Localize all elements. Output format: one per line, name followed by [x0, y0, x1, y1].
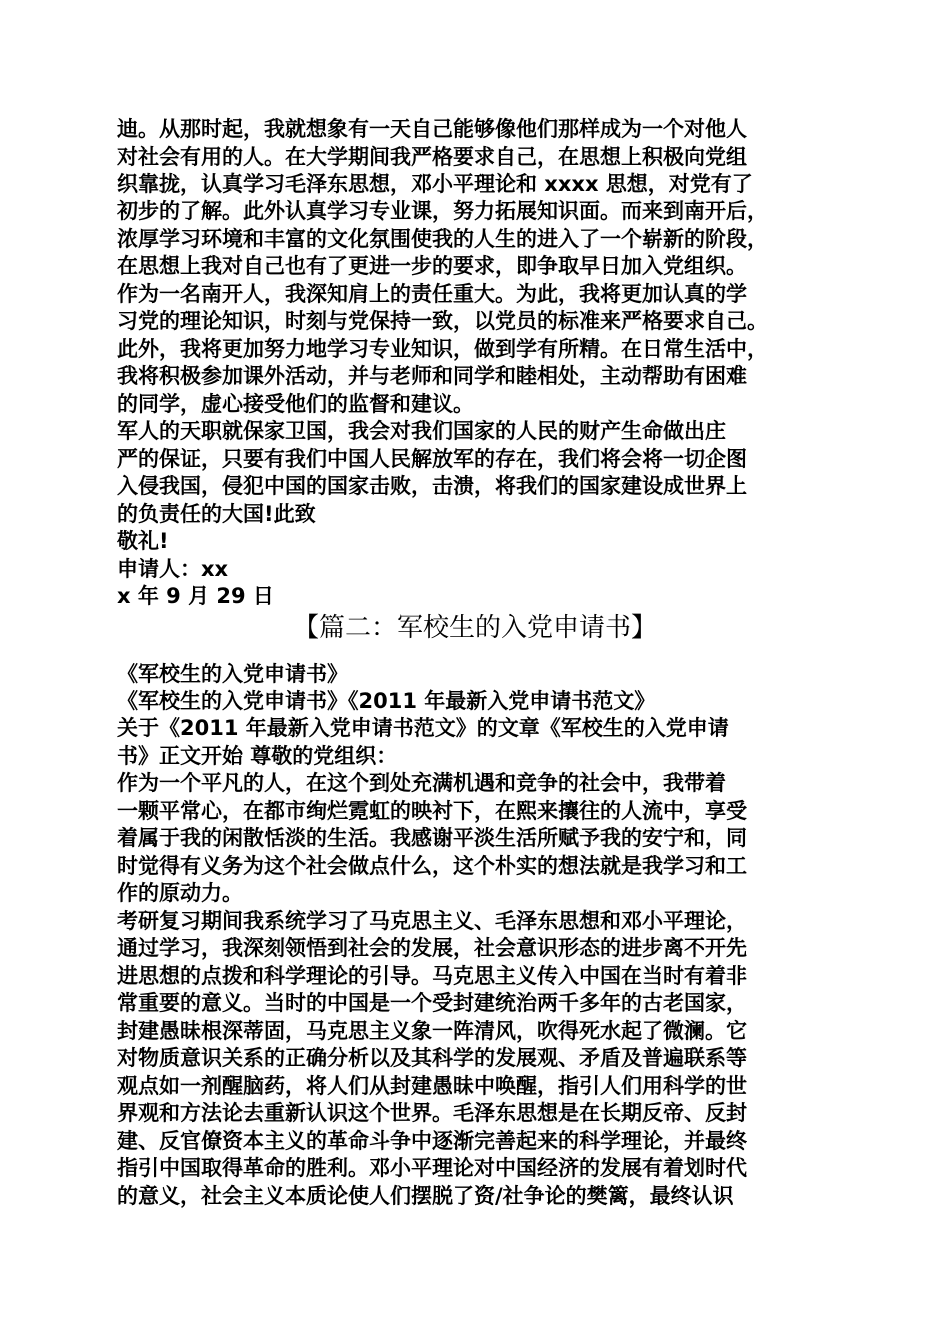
body-line: 对物质意识关系的正确分析以及其科学的发展观、矛盾及普遍联系等: [117, 1046, 747, 1070]
body-line: 《军校生的入党申请书》: [117, 662, 348, 686]
body-line: 对社会有用的人。在大学期间我严格要求自己，在思想上积极向党组: [117, 145, 747, 169]
body-line: 《军校生的入党申请书》《2011 年最新入党申请书范文》: [117, 689, 656, 713]
closing-salutation: 敬礼!: [117, 529, 169, 553]
body-line: 时觉得有义务为这个社会做点什么，这个朴实的想法就是我学习和工: [117, 854, 747, 878]
applicant-signature: 申请人：xx: [117, 557, 229, 581]
body-line: 关于《2011 年最新入党申请书范文》的文章《军校生的入党申请: [117, 716, 729, 740]
body-line: 常重要的意义。当时的中国是一个受封建统治两千多年的古老国家，: [117, 991, 747, 1015]
body-line: 作的原动力。: [117, 881, 243, 905]
body-line: 浓厚学习环境和丰富的文化氛围使我的人生的进入了一个崭新的阶段，: [117, 227, 768, 251]
body-line: 作为一个平凡的人，在这个到处充满机遇和竞争的社会中，我带着: [117, 771, 726, 795]
body-line: 此外，我将更加努力地学习专业知识，做到学有所精。在日常生活中，: [117, 337, 768, 361]
body-line: 观点如一剂醒脑药，将人们从封建愚昧中唤醒，指引人们用科学的世: [117, 1074, 747, 1098]
body-line: 织靠拢，认真学习毛泽东思想，邓小平理论和 xxxx 思想，对党有了: [117, 172, 753, 196]
body-line: 建、反官僚资本主义的革命斗争中逐渐完善起来的科学理论，并最终: [117, 1129, 747, 1153]
body-line: 的负责任的大国!此致: [117, 502, 316, 526]
body-line: 军人的天职就保家卫国，我会对我们国家的人民的财产生命做出庄: [117, 419, 726, 443]
body-line: 指引中国取得革命的胜利。邓小平理论对中国经济的发展有着划时代: [117, 1156, 747, 1180]
body-line: 封建愚昧根深蒂固，马克思主义象一阵清风，吹得死水起了微澜。它: [117, 1019, 747, 1043]
body-line: 的同学，虚心接受他们的监督和建议。: [117, 392, 474, 416]
body-line: 作为一名南开人，我深知肩上的责任重大。为此，我将更加认真的学: [117, 282, 747, 306]
body-line: 严的保证，只要有我们中国人民解放军的存在，我们将会将一切企图: [117, 447, 747, 471]
body-line: 初步的了解。此外认真学习专业课，努力拓展知识面。而来到南开后，: [117, 199, 768, 223]
body-line: 界观和方法论去重新认识这个世界。毛泽东思想是在长期反帝、反封: [117, 1101, 747, 1125]
section-title: 【篇二：军校生的入党申请书】: [292, 613, 657, 643]
body-line: 一颗平常心，在都市绚烂霓虹的映衬下，在熙来攘往的人流中，享受: [117, 799, 747, 823]
body-line: 我将积极参加课外活动，并与老师和同学和睦相处，主动帮助有困难: [117, 364, 747, 388]
body-line: 着属于我的闲散恬淡的生活。我感谢平淡生活所赋予我的安宁和，同: [117, 826, 747, 850]
body-line: 入侵我国，侵犯中国的国家击败，击溃，将我们的国家建设成世界上: [117, 474, 747, 498]
body-line: 在思想上我对自己也有了更进一步的要求，即争取早日加入党组织。: [117, 254, 747, 278]
body-line: 进思想的点拨和科学理论的引导。马克思主义传入中国在当时有着非: [117, 964, 747, 988]
body-line: 考研复习期间我系统学习了马克思主义、毛泽东思想和邓小平理论，: [117, 909, 747, 933]
body-line: 通过学习，我深刻领悟到社会的发展，社会意识形态的进步离不开先: [117, 936, 747, 960]
document-date: x 年 9 月 29 日: [117, 584, 274, 608]
body-line: 迪。从那时起，我就想象有一天自己能够像他们那样成为一个对他人: [117, 117, 747, 141]
body-line: 的意义，社会主义本质论使人们摆脱了资/社争论的樊篱，最终认识: [117, 1184, 734, 1208]
body-line: 书》正文开始 尊敬的党组织：: [117, 744, 398, 768]
body-line: 习党的理论知识，时刻与党保持一致，以党员的标准来严格要求自己。: [117, 309, 768, 333]
